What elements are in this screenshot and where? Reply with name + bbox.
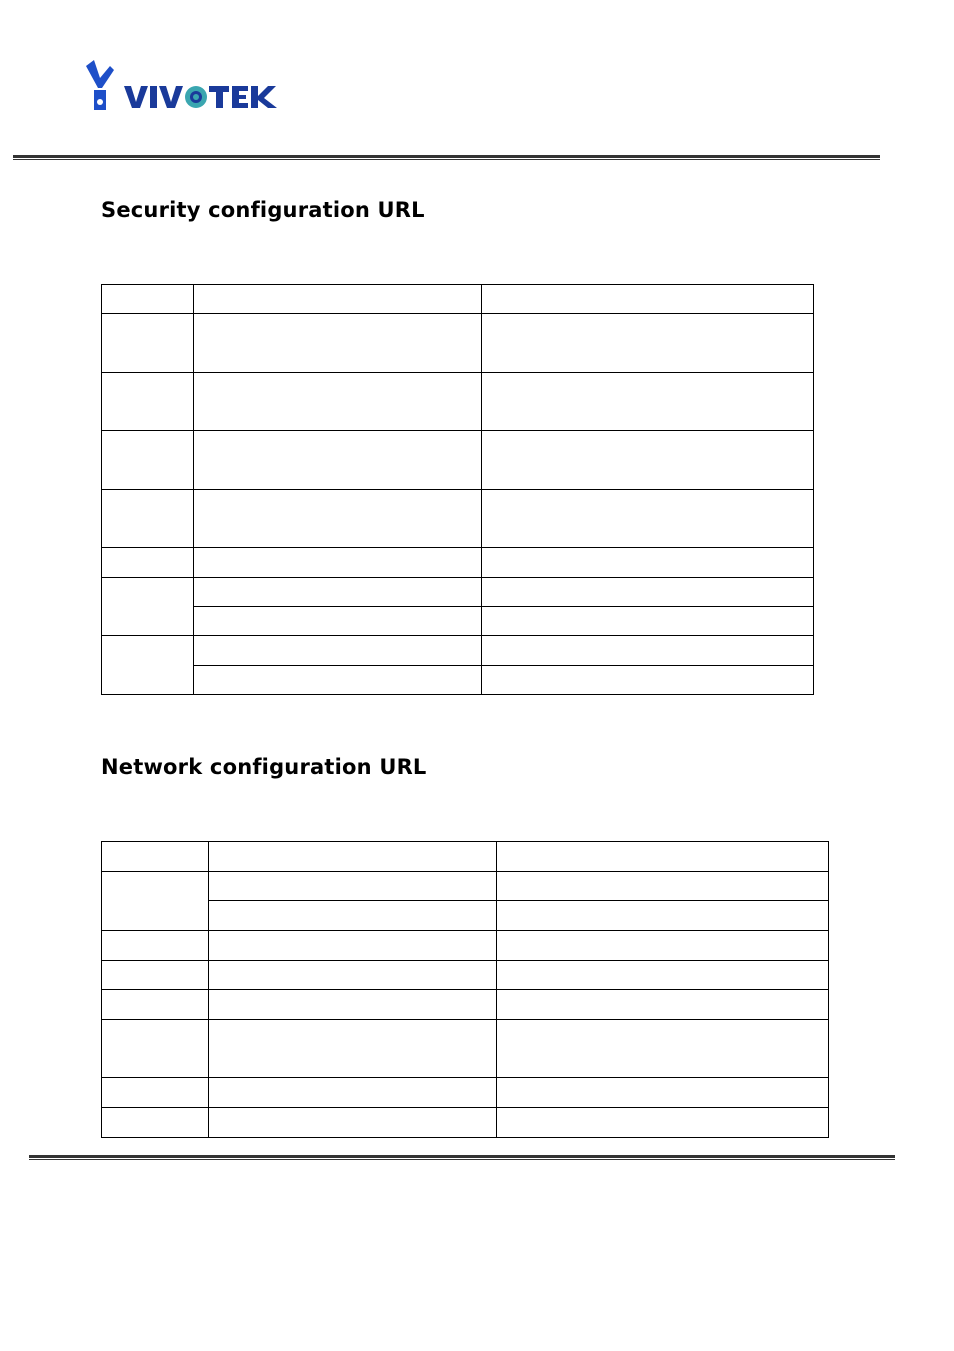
table-cell: [482, 578, 814, 607]
table-cell: [194, 666, 482, 695]
table-row: [102, 990, 829, 1020]
table-cell: [194, 548, 482, 578]
table-cell: [482, 285, 814, 314]
table-cell: [209, 1078, 497, 1108]
table-row: [102, 607, 814, 636]
table-cell: [102, 431, 194, 490]
network-config-table: [101, 841, 829, 1138]
table-row: [102, 842, 829, 872]
table-cell: [194, 578, 482, 607]
table-row: [102, 373, 814, 431]
table-row: [102, 1108, 829, 1138]
table-cell: [102, 314, 194, 373]
header-rule: [13, 155, 880, 160]
table-cell: [102, 931, 209, 961]
table-row: [102, 931, 829, 961]
table-row: [102, 901, 829, 931]
table-cell: [194, 314, 482, 373]
table-row: [102, 961, 829, 990]
table-cell: [102, 961, 209, 990]
table-cell: [482, 607, 814, 636]
table-cell: [482, 666, 814, 695]
table-cell: [497, 931, 829, 961]
table-cell: [497, 990, 829, 1020]
table-row: [102, 490, 814, 548]
table-row: [102, 578, 814, 607]
table-cell: [102, 1078, 209, 1108]
table-cell: [482, 548, 814, 578]
table-cell: [209, 1108, 497, 1138]
table-cell: [482, 490, 814, 548]
table-cell: [102, 548, 194, 578]
table-row: [102, 314, 814, 373]
table-cell: [209, 872, 497, 901]
table-cell: [194, 285, 482, 314]
table-row: [102, 285, 814, 314]
table-cell: [194, 607, 482, 636]
table-cell: [497, 1078, 829, 1108]
table-cell: [497, 872, 829, 901]
table-cell: [102, 872, 209, 931]
table-cell: [209, 961, 497, 990]
table-cell: [194, 431, 482, 490]
table-cell: [102, 1020, 209, 1078]
table-cell: [102, 578, 194, 636]
security-config-table: [101, 284, 814, 695]
table-cell: [209, 931, 497, 961]
security-section-title: Security configuration URL: [101, 198, 425, 222]
table-cell: [497, 842, 829, 872]
table-cell: [102, 636, 194, 695]
table-cell: [102, 285, 194, 314]
network-section-title: Network configuration URL: [101, 755, 427, 779]
logo-mark-icon: [86, 60, 114, 110]
table-cell: [102, 373, 194, 431]
table-cell: [482, 636, 814, 666]
vivotek-logo: [84, 60, 294, 116]
table-cell: [482, 431, 814, 490]
table-row: [102, 548, 814, 578]
footer-rule: [29, 1155, 895, 1160]
table-row: [102, 1078, 829, 1108]
table-row: [102, 431, 814, 490]
table-cell: [102, 842, 209, 872]
table-cell: [482, 314, 814, 373]
table-cell: [209, 901, 497, 931]
table-cell: [497, 1020, 829, 1078]
table-cell: [497, 901, 829, 931]
table-row: [102, 872, 829, 901]
table-cell: [497, 961, 829, 990]
table-cell: [102, 990, 209, 1020]
table-cell: [497, 1108, 829, 1138]
table-row: [102, 666, 814, 695]
table-cell: [194, 373, 482, 431]
table-cell: [482, 373, 814, 431]
table-cell: [194, 490, 482, 548]
table-cell: [209, 842, 497, 872]
table-row: [102, 636, 814, 666]
logo-wordmark: [124, 86, 277, 108]
table-cell: [102, 1108, 209, 1138]
table-cell: [209, 990, 497, 1020]
table-cell: [194, 636, 482, 666]
table-row: [102, 1020, 829, 1078]
table-cell: [102, 490, 194, 548]
table-cell: [209, 1020, 497, 1078]
